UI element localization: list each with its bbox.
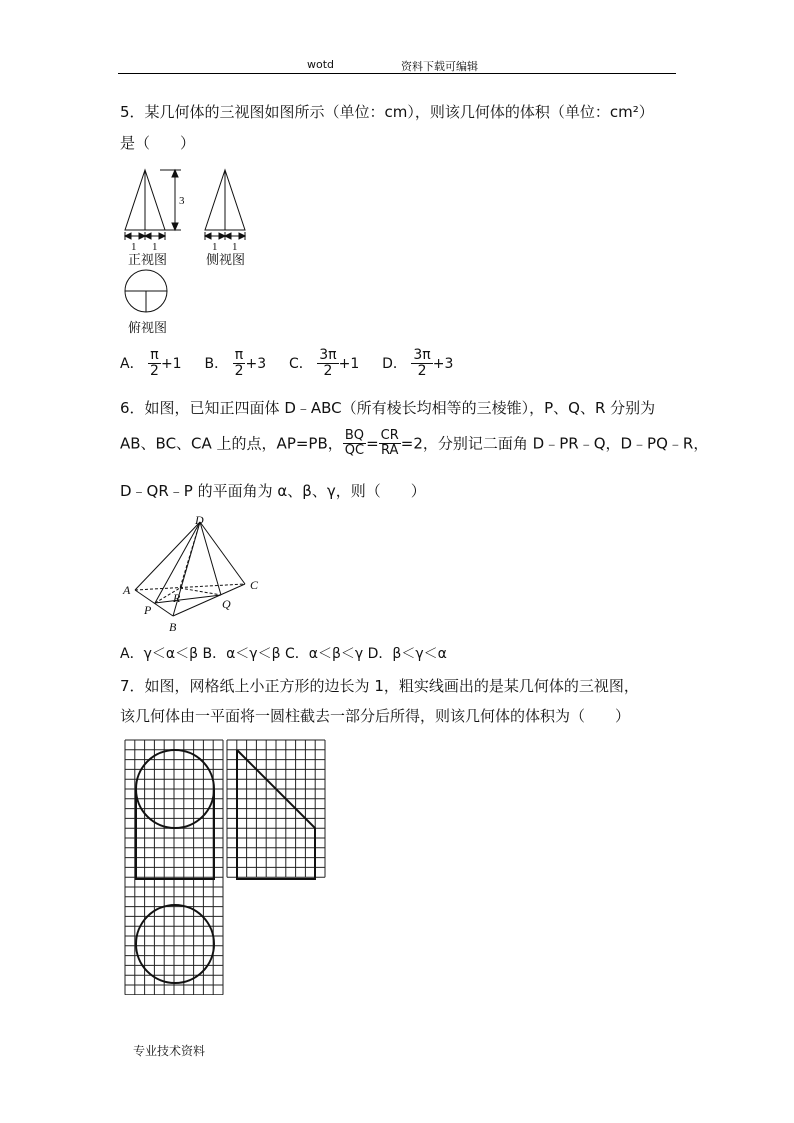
q5-line1: 5．某几何体的三视图如图所示（单位：cm），则该几何体的体积（单位：cm²） xyxy=(120,103,654,121)
q5-option-c-label: C． xyxy=(289,355,313,372)
q5-option-b-tail: +3 xyxy=(245,355,267,372)
q5-options xyxy=(120,348,453,380)
point-label-b: B xyxy=(169,620,177,634)
dim-1c: 1 xyxy=(212,241,218,253)
q5-option-b-label: B． xyxy=(204,355,229,372)
q7-line2: 该几何体由一平面将一圆柱截去一部分后所得，则该几何体的体积为（ ） xyxy=(120,707,631,725)
q5-option-c-tail: +1 xyxy=(338,355,360,372)
q5-option-d-label: D． xyxy=(382,355,407,372)
top-view xyxy=(125,270,167,312)
dim-1b: 1 xyxy=(152,241,158,253)
height-dimension xyxy=(160,170,181,230)
q6-equals: = xyxy=(366,434,379,453)
header-rule xyxy=(118,73,676,74)
grid-paper xyxy=(125,740,325,995)
q6-line2-suffix: =2，分别记二面角 D﹣PR﹣Q，D﹣PQ﹣R， xyxy=(400,434,709,453)
point-label-d: D xyxy=(195,513,204,527)
point-label-q: Q xyxy=(222,597,231,611)
dim-1d: 1 xyxy=(232,241,238,253)
q6-line1: 6．如图，已知正四面体 D﹣ABC（所有棱长均相等的三棱锥），P、Q、R 分别为 xyxy=(120,399,656,417)
q7-line1: 7．如图，网格纸上小正方形的边长为 1，粗实线画出的是某几何体的三视图， xyxy=(120,677,639,695)
q5-three-views-figure xyxy=(115,160,265,340)
dim-1a: 1 xyxy=(131,241,137,253)
q5-line2: 是（ ） xyxy=(120,134,196,152)
q6-line2 xyxy=(120,429,708,459)
side-view xyxy=(205,170,245,230)
point-label-p: P xyxy=(144,603,152,617)
q6-fraction-cr-ra: $\frac{CR}{RA}$ xyxy=(380,428,399,459)
front-base-dimension xyxy=(125,232,165,240)
q6-fraction-bq-qc: $\frac{BQ}{QC}$ xyxy=(344,428,365,459)
side-view-label: 侧视图 xyxy=(206,253,246,268)
point-label-c: C xyxy=(250,578,259,592)
front-view-label: 正视图 xyxy=(128,253,168,268)
q5-option-a-fraction: $\frac{\pi}{2}$ xyxy=(150,347,159,380)
q5-option-a-label: A． xyxy=(120,355,144,372)
q5-option-d-fraction: $\frac{3\pi}{2}$ xyxy=(413,347,431,380)
q5-option-c-fraction: $\frac{3\pi}{2}$ xyxy=(319,347,337,380)
q5-option-a-tail: +1 xyxy=(160,355,182,372)
q7-grid-three-views-figure xyxy=(124,739,329,995)
side-base-dimension xyxy=(205,232,245,240)
header-right-text: 资料下载可编辑 xyxy=(401,60,478,73)
top-view-label: 俯视图 xyxy=(128,321,168,336)
q6-line2-prefix: AB、BC、CA 上的点，AP=PB， xyxy=(120,434,343,453)
q6-tetrahedron-figure xyxy=(118,512,278,640)
header-left-text: wotd xyxy=(307,58,335,71)
front-view xyxy=(125,170,165,230)
q5-option-d-tail: +3 xyxy=(432,355,454,372)
q5-option-b-fraction: $\frac{\pi}{2}$ xyxy=(234,347,244,380)
point-label-r: R xyxy=(173,591,181,605)
dim-height-label: 3 xyxy=(179,195,185,207)
point-label-a: A xyxy=(123,583,131,597)
q6-options: A．γ＜α＜β B．α＜γ＜β C．α＜β＜γ D．β＜γ＜α xyxy=(120,646,447,662)
q6-line3: D﹣QR﹣P 的平面角为 α、β、γ，则（ ） xyxy=(120,482,426,500)
footer-text: 专业技术资料 xyxy=(133,1044,206,1058)
